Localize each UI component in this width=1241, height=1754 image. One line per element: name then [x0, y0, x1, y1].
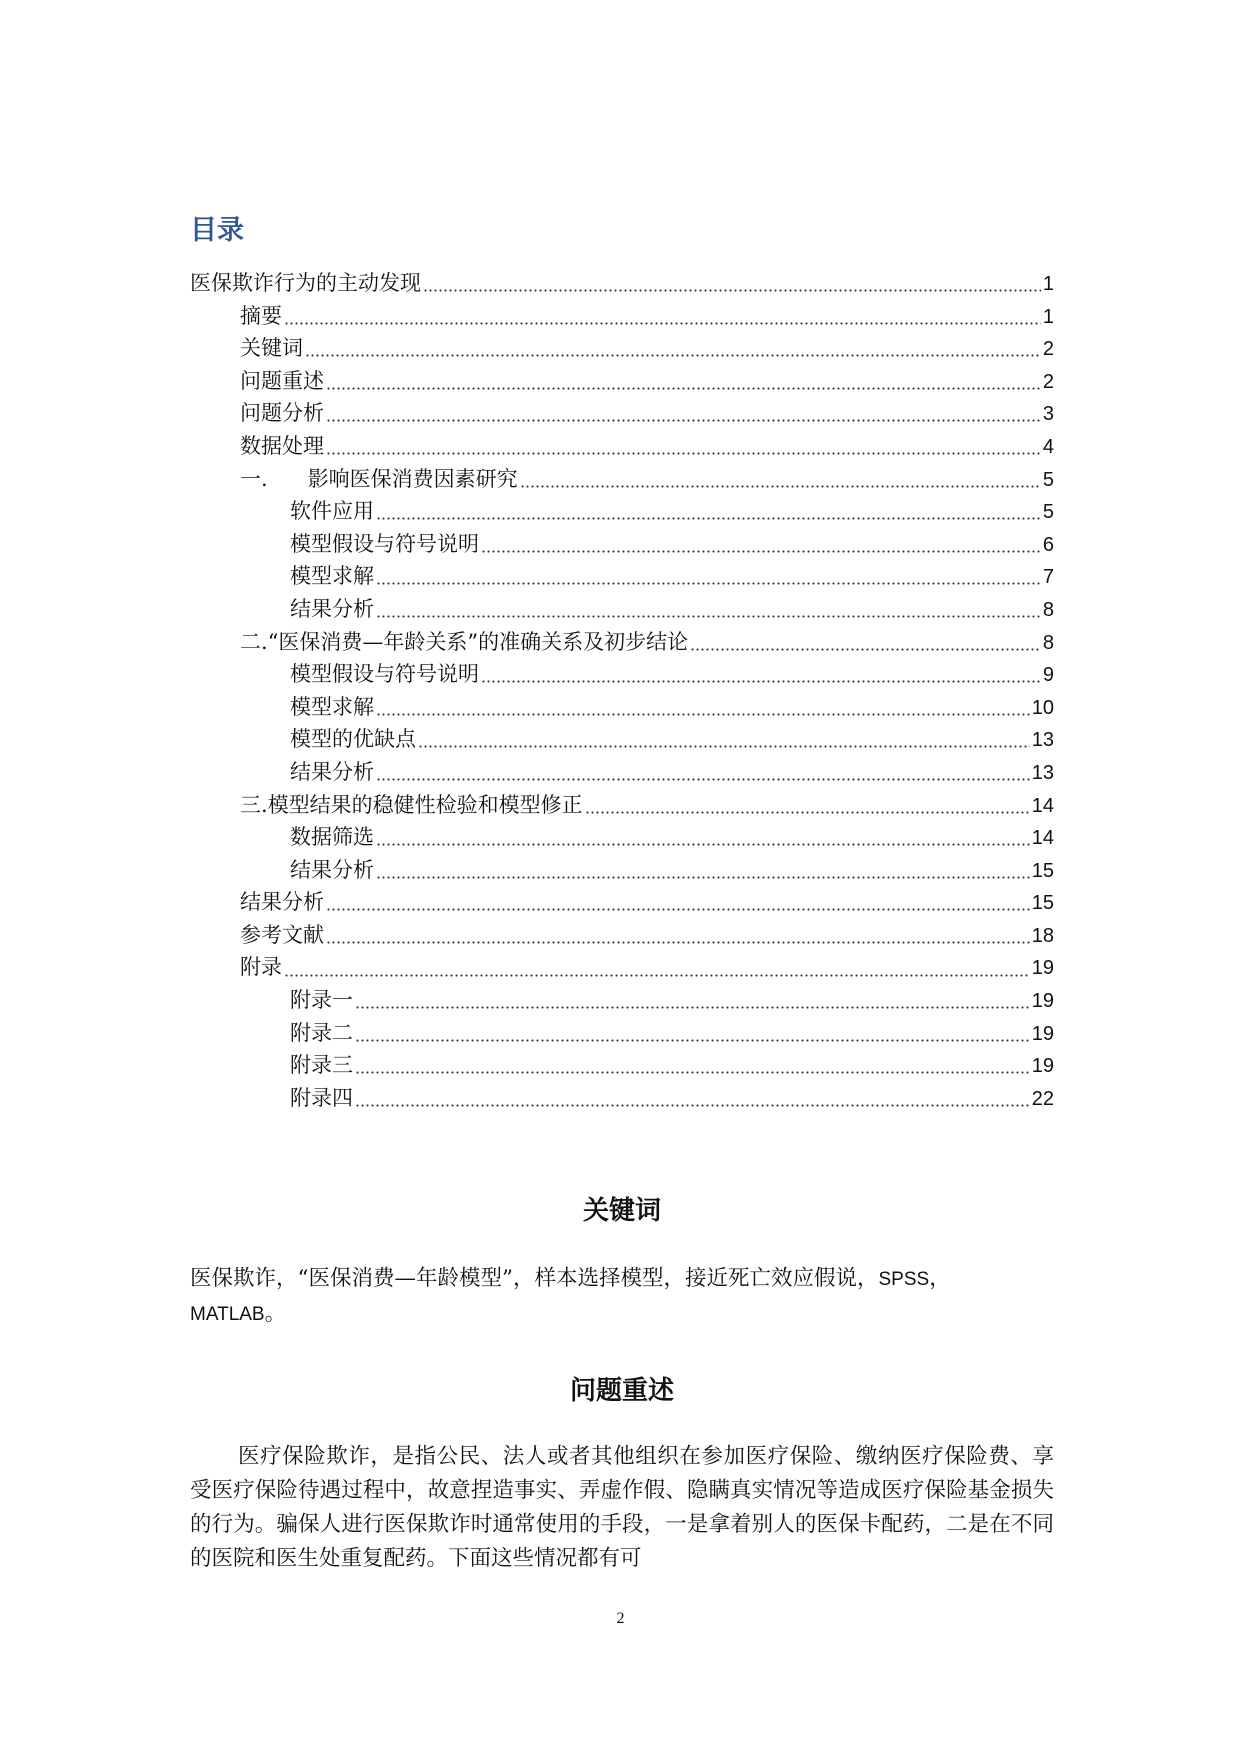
toc-entry[interactable]: [190, 560, 1054, 593]
toc-entry[interactable]: [190, 919, 1054, 952]
toc-entry-page: 6: [1042, 533, 1054, 556]
toc-entry-page: 5: [1042, 501, 1054, 524]
toc-dot-leader: [284, 972, 1030, 978]
toc-entry-label: 结果分析: [240, 890, 324, 915]
toc-entry[interactable]: [190, 821, 1054, 854]
table-of-contents: [190, 267, 1054, 1114]
toc-entry[interactable]: [190, 854, 1054, 887]
toc-entry-page: 18: [1031, 924, 1054, 947]
toc-entry-number: 一.: [240, 466, 268, 491]
toc-entry-page: 5: [1042, 468, 1054, 491]
toc-entry[interactable]: [190, 691, 1054, 724]
toc-entry-page: 9: [1042, 664, 1054, 687]
toc-entry[interactable]: [190, 951, 1054, 984]
toc-entry-number: 二.: [240, 629, 268, 654]
toc-entry-page: 13: [1031, 729, 1054, 752]
toc-entry-page: 8: [1042, 598, 1054, 621]
toc-entry[interactable]: [190, 626, 1054, 659]
toc-dot-leader: [585, 809, 1030, 815]
keywords-heading: 关键词: [582, 1196, 661, 1226]
toc-entry-page: 3: [1042, 403, 1054, 426]
toc-entry[interactable]: [190, 430, 1054, 463]
toc-dot-leader: [305, 353, 1041, 359]
toc-entry-page: 15: [1031, 892, 1054, 915]
toc-dot-leader: [376, 711, 1030, 717]
toc-entry-label: 附录三: [290, 1053, 353, 1078]
toc-entry-label: 问题分析: [240, 401, 324, 426]
toc-dot-leader: [376, 516, 1041, 522]
toc-entry-page: 19: [1031, 1055, 1054, 1078]
toc-entry-label: 结果分析: [290, 596, 374, 621]
toc-entry[interactable]: [190, 463, 1054, 496]
toc-entry-label: 附录: [240, 955, 282, 980]
toc-entry-label: 模型假设与符号说明: [290, 531, 479, 556]
toc-entry[interactable]: [190, 528, 1054, 561]
toc-entry[interactable]: [190, 397, 1054, 430]
toc-entry-label: “医保消费—年龄关系”的准确关系及初步结论: [267, 629, 689, 654]
toc-entry-label: 结果分析: [290, 857, 374, 882]
toc-dot-leader: [376, 842, 1030, 848]
keywords-end: 。: [264, 1301, 287, 1326]
toc-entry[interactable]: [190, 332, 1054, 365]
toc-dot-leader: [326, 418, 1041, 424]
toc-entry[interactable]: [190, 365, 1054, 398]
toc-entry[interactable]: [190, 1049, 1054, 1082]
toc-dot-leader: [481, 548, 1041, 554]
toc-entry-page: 19: [1031, 957, 1054, 980]
toc-dot-leader: [326, 907, 1030, 913]
toc-entry[interactable]: [190, 984, 1054, 1017]
toc-dot-leader: [376, 581, 1041, 587]
toc-entry-page: 15: [1031, 859, 1054, 882]
toc-entry[interactable]: [190, 789, 1054, 822]
toc-dot-leader: [418, 744, 1030, 750]
toc-entry-page: 8: [1042, 631, 1054, 654]
toc-dot-leader: [376, 777, 1030, 783]
keywords-spss: SPSS: [878, 1269, 930, 1290]
toc-entry-page: 19: [1031, 1022, 1054, 1045]
toc-entry-page: 4: [1042, 435, 1054, 458]
toc-entry-page: 14: [1031, 794, 1054, 817]
toc-entry-label: 模型求解: [290, 564, 374, 589]
toc-entry-label: 影响医保消费因素研究: [307, 466, 518, 491]
keywords-chinese: 医保欺诈，“医保消费—年龄模型”，样本选择模型，接近死亡效应假说，: [190, 1266, 879, 1291]
toc-dot-leader: [355, 1005, 1030, 1011]
keywords-matlab: MATLAB: [190, 1304, 265, 1325]
toc-entry-number: 三.: [240, 792, 268, 817]
toc-entry-page: 1: [1042, 305, 1054, 328]
toc-entry[interactable]: [190, 300, 1054, 333]
toc-entry[interactable]: [190, 593, 1054, 626]
toc-dot-leader: [481, 679, 1041, 685]
toc-entry-label: 医保欺诈行为的主动发现: [190, 271, 421, 295]
toc-entry[interactable]: [190, 886, 1054, 919]
toc-entry[interactable]: [190, 267, 1054, 300]
toc-entry-label: 关键词: [240, 336, 303, 361]
toc-entry-label: 模型求解: [290, 694, 374, 719]
toc-dot-leader: [520, 483, 1041, 489]
toc-entry[interactable]: [190, 756, 1054, 789]
toc-dot-leader: [355, 1102, 1030, 1108]
toc-entry-label: 附录二: [290, 1020, 353, 1045]
toc-entry-page: 13: [1031, 761, 1054, 784]
toc-entry-page: 2: [1042, 370, 1054, 393]
toc-dot-leader: [326, 385, 1041, 391]
toc-entry-label: 结果分析: [290, 759, 374, 784]
toc-entry-page: 19: [1031, 990, 1054, 1013]
toc-dot-leader: [376, 614, 1041, 620]
toc-entry[interactable]: [190, 658, 1054, 691]
problem-paragraph: 医疗保险欺诈，是指公民、法人或者其他组织在参加医疗保险、缴纳医疗保险费、享受医疗保险待遇过程中，故意捏造事实、弄虚作假、隐瞒真实情况等造成医疗保险基金损失的行为。骗保人进行医保欺诈时通常使用的手段，一是拿着别人的医保卡配药，二是在不同的医院和医生处重复配药。下面这些情况都有可: [190, 1444, 1054, 1571]
toc-dot-leader: [326, 939, 1030, 945]
toc-entry[interactable]: [190, 1017, 1054, 1050]
toc-entry-label: 数据筛选: [290, 825, 374, 850]
toc-entry-label: 参考文献: [240, 922, 324, 947]
toc-entry-label: 软件应用: [290, 499, 374, 524]
toc-dot-leader: [326, 451, 1041, 457]
page-number: 2: [616, 1610, 625, 1627]
toc-entry-label: 附录四: [290, 1085, 353, 1110]
toc-entry-label: 模型假设与符号说明: [290, 662, 479, 687]
toc-dot-leader: [376, 874, 1030, 880]
toc-entry[interactable]: [190, 723, 1054, 756]
toc-dot-leader: [284, 320, 1041, 326]
toc-entry-page: 2: [1042, 338, 1054, 361]
toc-entry-page: 7: [1042, 566, 1054, 589]
toc-entry-label: 摘要: [240, 303, 282, 328]
toc-entry-page: 10: [1031, 696, 1054, 719]
keywords-separator: ，: [929, 1266, 951, 1291]
toc-entry-label: 模型的优缺点: [290, 727, 416, 752]
toc-entry-label: 问题重述: [240, 368, 324, 393]
toc-title: 目录: [190, 215, 244, 246]
toc-entry[interactable]: [190, 495, 1054, 528]
toc-entry-label: 附录一: [290, 988, 353, 1013]
toc-entry-page: 14: [1031, 827, 1054, 850]
toc-dot-leader: [423, 288, 1041, 294]
toc-dot-leader: [355, 1037, 1030, 1043]
toc-dot-leader: [355, 1070, 1030, 1076]
toc-dot-leader: [690, 646, 1041, 652]
toc-entry-page: 22: [1031, 1087, 1054, 1110]
toc-entry-label: 数据处理: [240, 433, 324, 458]
toc-entry-label: 模型结果的稳健性检验和模型修正: [267, 792, 583, 817]
toc-entry-page: 1: [1042, 273, 1054, 295]
keywords-text: [190, 1262, 1054, 1332]
toc-entry[interactable]: [190, 1082, 1054, 1115]
problem-heading: 问题重述: [569, 1376, 674, 1406]
